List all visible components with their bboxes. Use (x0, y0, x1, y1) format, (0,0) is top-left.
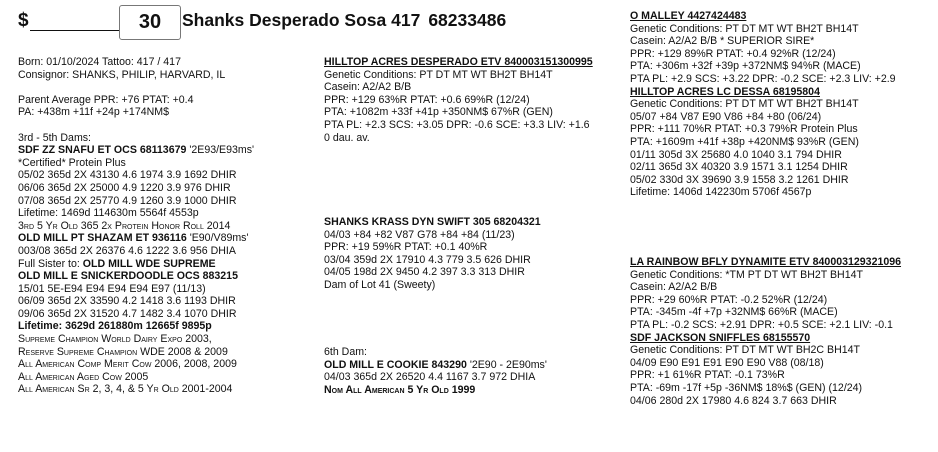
sire-casein: Casein: A2/A2 B/B (324, 81, 412, 94)
sires-sire-pta: PTA: +306m +32f +39p +372NM$ 94%R (MACE) (630, 60, 861, 73)
sixth-dam-block (324, 346, 624, 396)
dam3-record: 09/06 365d 2X 31520 4.7 1482 3.4 1070 DHIR (18, 307, 237, 320)
sire-daughters: 0 dau. av. (324, 131, 370, 144)
sires-dam-record: 02/11 365d 3X 40320 3.9 1571 3.1 1254 DHIR (630, 161, 848, 174)
dam1-award: 3rd 5 Yr Old 365 2x Protein Honor Roll 2014 (18, 219, 231, 232)
sires-dam-ppr: PPR: +111 70%R PTAT: +0.3 79%R Protein Plus (630, 123, 858, 136)
born-line: Born: 01/10/2024 Tattoo: 417 / 417 (18, 56, 181, 68)
sixth-dam-name: OLD MILL E COOKIE 843290 (324, 358, 467, 371)
dam3-award: All American Sr 2, 3, 4, & 5 Yr Old 2001-2004 (18, 383, 233, 396)
dams-sire-casein: Casein: A2/A2 B/B (630, 281, 718, 294)
dam-block (324, 216, 624, 292)
sire-name: HILLTOP ACRES DESPERADO ETV 840003151300995 (324, 56, 593, 68)
parent-average-line: Parent Average PPR: +76 PTAT: +0.4 (18, 93, 194, 106)
dam1-record: 05/02 365d 2X 43130 4.6 1974 3.9 1692 DHIR (18, 169, 237, 182)
dam1-score: '2E93/E93ms' (186, 144, 255, 157)
sires-dam-record: 05/02 330d 3X 39690 3.9 1558 3.2 1261 DHIR (630, 173, 849, 186)
dam2-name: OLD MILL PT SHAZAM ET 936116 (18, 232, 187, 245)
dams-dam-genetic-conditions: Genetic Conditions: PT DT MT WT BH2C BH14T (630, 344, 860, 357)
dam1-record: 07/08 365d 2X 25770 4.9 1260 3.9 1000 DHIR (18, 194, 237, 207)
lot-header (18, 2, 628, 42)
dam3-award: All American Comp Merit Cow 2006, 2008, 2009 (18, 358, 237, 371)
sixth-dam-title (324, 359, 624, 372)
sires-sire-genetic-conditions: Genetic Conditions: PT DT MT WT BH2T BH14T (630, 22, 859, 35)
lot-title (182, 10, 506, 31)
pa-line: PA: +438m +11f +24p +174NM$ (18, 106, 169, 119)
sires-sire-pta-pl: PTA PL: +2.9 SCS: +3.22 DPR: -0.2 SCE: +2.3 LIV: +2.9 (630, 72, 896, 85)
sixth-dam-label: 6th Dam: (324, 346, 367, 358)
sires-dam-score: 05/07 +84 V87 E90 V86 +84 +80 (06/24) (630, 110, 822, 123)
sire-pta-pl: PTA PL: +2.3 SCS: +3.05 DPR: -0.6 SCE: +3.3 LIV: +1.6 (324, 118, 590, 131)
dam-ppr: PPR: +19 59%R PTAT: +0.1 40%R (324, 241, 488, 254)
sister-name: OLD MILL WDE SUPREME (82, 257, 216, 270)
dams-dam-pta: PTA: -69m -17f +5p -36NM$ 18%$ (GEN) (12/24) (630, 381, 863, 394)
dam2-sister-line (18, 258, 313, 271)
sires-dam-pta: PTA: +1609m +41f +38p +420NM$ 93%R (GEN) (630, 135, 859, 148)
right-column-top (630, 10, 935, 199)
dams-dam-ppr: PPR: +1 61%R PTAT: -0.1 73%R (630, 369, 785, 382)
sires-sire-name: O MALLEY 4427424483 (630, 10, 747, 22)
dams-dam-score: 04/09 E90 E91 E91 E90 E90 V88 (08/18) (630, 356, 824, 369)
dam-name: SHANKS KRASS DYN SWIFT 305 68204321 (324, 216, 541, 228)
dam3-award: Supreme Champion World Dairy Expo 2003, (18, 333, 212, 346)
dams-sire-pta-pl: PTA PL: -0.2 SCS: +2.91 DPR: +0.5 SCE: +2.1 LIV: -0.1 (630, 318, 893, 331)
dams-sire-pta: PTA: -345m -4f +7p +32NM$ 66%R (MACE) (630, 306, 838, 319)
price-dollar-sign: $ (18, 10, 29, 31)
dam3-name: OLD MILL E SNICKERDOODLE OCS 883215 (18, 270, 238, 283)
sires-sire-casein: Casein: A2/A2 B/B * SUPERIOR SIRE* (630, 35, 815, 48)
sires-sire-ppr: PPR: +129 89%R PTAT: +0.4 92%R (12/24) (630, 47, 836, 60)
registration-number: 68233486 (428, 10, 507, 30)
dam2-record: 003/08 365d 2X 26376 4.6 1222 3.6 956 DHIA (18, 244, 236, 257)
dam1-name: SDF ZZ SNAFU ET OCS 68113679 (18, 144, 187, 157)
sixth-dam-award: Nom All American 5 Yr Old 1999 (324, 383, 476, 396)
dam1-lifetime: Lifetime: 1469d 114630m 5564f 4553p (18, 207, 199, 220)
lot-number-box: 30 (119, 5, 181, 40)
dam3-record: 06/09 365d 2X 33590 4.2 1418 3.6 1193 DHIR (18, 295, 236, 308)
dam3-score: 15/01 5E-E94 E94 E94 E94 E97 (11/13) (18, 282, 206, 295)
dams-sire-name: LA RAINBOW BFLY DYNAMITE ETV 840003129321096 (630, 256, 902, 268)
sixth-dam-score: '2E90 - 2E90ms' (466, 358, 547, 371)
dam3-lifetime: Lifetime: 3629d 261880m 12665f 9895p (18, 320, 212, 333)
dam1-record: 06/06 365d 2X 25000 4.9 1220 3.9 976 DHIR (18, 181, 231, 194)
dam-note: Dam of Lot 41 (Sweety) (324, 278, 436, 291)
sires-dam-lifetime: Lifetime: 1406d 142230m 5706f 4567p (630, 186, 812, 199)
dam1-title (18, 144, 313, 157)
sire-genetic-conditions: Genetic Conditions: PT DT MT WT BH2T BH14T (324, 68, 553, 81)
dam-record: 03/04 359d 2X 17910 4.3 779 3.5 626 DHIR (324, 253, 531, 266)
dams-dam-name: SDF JACKSON SNIFFLES 68155570 (630, 331, 811, 344)
dam2-title (18, 232, 313, 245)
dams-sire-ppr: PPR: +29 60%R PTAT: -0.2 52%R (12/24) (630, 293, 828, 306)
consignor-line: Consignor: SHANKS, PHILIP, HARVARD, IL (18, 68, 226, 81)
dams-dam-record: 04/06 280d 2X 17980 4.6 824 3.7 663 DHIR (630, 394, 837, 407)
dams-label: 3rd - 5th Dams: (18, 131, 92, 144)
dam2-score: 'E90/V89ms' (186, 232, 249, 245)
dam3-award: Reserve Supreme Champion WDE 2008 & 2009 (18, 345, 228, 358)
middle-column (324, 56, 624, 144)
sires-dam-record: 01/11 305d 3X 25680 4.0 1040 3.1 794 DHIR (630, 148, 842, 161)
right-column-bottom (630, 256, 935, 407)
dam3-award: All American Aged Cow 2005 (18, 370, 149, 383)
left-column (18, 56, 313, 396)
animal-name: Shanks Desperado Sosa 417 (182, 10, 421, 30)
dam-record: 04/05 198d 2X 9450 4.2 397 3.3 313 DHIR (324, 266, 525, 279)
sister-label: Full Sister to: (18, 257, 83, 270)
sixth-dam-record: 04/03 365d 2X 26520 4.4 1167 3.7 972 DHIA (324, 371, 536, 384)
sires-dam-genetic-conditions: Genetic Conditions: PT DT MT WT BH2T BH14T (630, 98, 859, 111)
sire-pta: PTA: +1082m +33f +41p +350NM$ 67%R (GEN) (324, 106, 553, 119)
sires-dam-name: HILLTOP ACRES LC DESSA 68195804 (630, 85, 820, 98)
dam1-cert: *Certified* Protein Plus (18, 156, 126, 169)
sire-ppr: PPR: +129 63%R PTAT: +0.6 69%R (12/24) (324, 93, 530, 106)
dam-score: 04/03 +84 +82 V87 G78 +84 +84 (11/23) (324, 228, 515, 241)
dams-sire-genetic-conditions: Genetic Conditions: *TM PT DT WT BH2T BH14T (630, 268, 863, 281)
